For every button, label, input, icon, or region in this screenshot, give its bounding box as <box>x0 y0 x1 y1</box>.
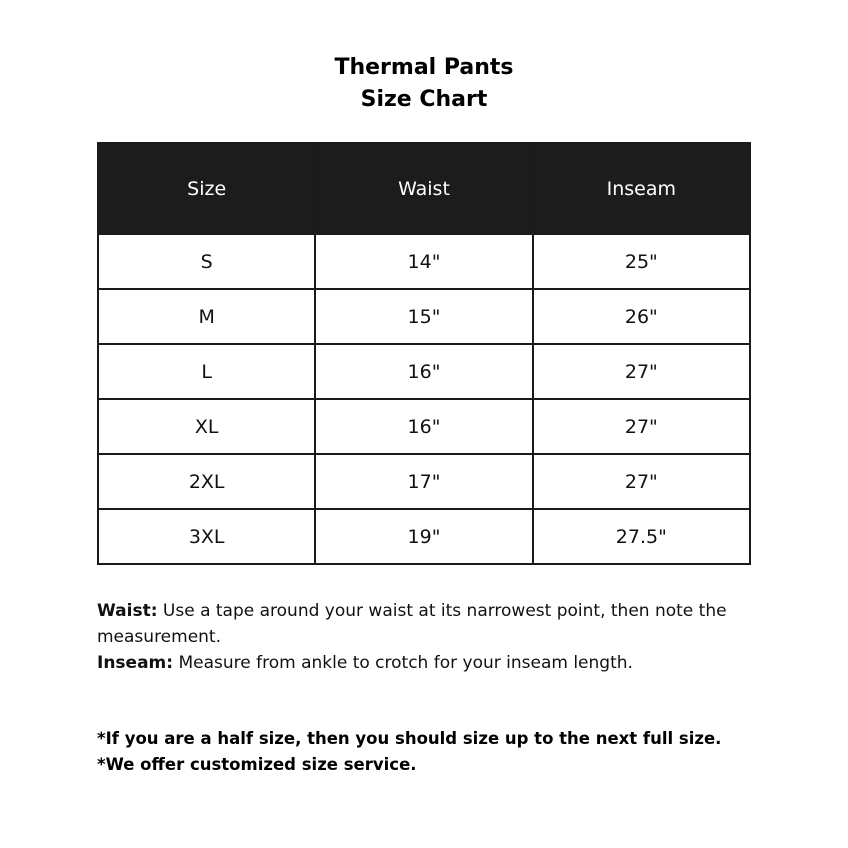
inseam-cell: 27" <box>533 344 750 399</box>
measurement-notes <box>97 598 757 676</box>
table-row <box>98 454 750 509</box>
inseam-cell: 26" <box>533 289 750 344</box>
table-row <box>98 344 750 399</box>
page-subtitle: Size Chart <box>360 87 488 112</box>
half-size-footnote: *If you are a half size, then you should size up to the next full size. <box>97 729 722 748</box>
table-row <box>98 289 750 344</box>
waist-note <box>97 598 757 650</box>
footnotes <box>97 726 777 778</box>
table-row <box>98 399 750 454</box>
column-header-waist: Waist <box>315 143 532 234</box>
table-row <box>98 509 750 564</box>
waist-cell: 17" <box>315 454 532 509</box>
waist-cell: 19" <box>315 509 532 564</box>
table-header-row <box>98 143 750 234</box>
inseam-cell: 25" <box>533 234 750 289</box>
size-chart-table <box>97 142 751 565</box>
waist-note-label: Waist: <box>97 601 158 621</box>
size-cell: XL <box>98 399 315 454</box>
size-cell: 2XL <box>98 454 315 509</box>
inseam-note-text: Measure from ankle to crotch for your inseam length. <box>173 653 633 673</box>
size-cell: 3XL <box>98 509 315 564</box>
size-cell: L <box>98 344 315 399</box>
column-header-size: Size <box>98 143 315 234</box>
inseam-cell: 27" <box>533 454 750 509</box>
inseam-cell: 27.5" <box>533 509 750 564</box>
custom-size-footnote: *We offer customized size service. <box>97 755 417 774</box>
waist-cell: 15" <box>315 289 532 344</box>
size-cell: S <box>98 234 315 289</box>
page-title: Thermal Pants <box>334 55 514 80</box>
column-header-inseam: Inseam <box>533 143 750 234</box>
table-row <box>98 234 750 289</box>
size-cell: M <box>98 289 315 344</box>
waist-cell: 16" <box>315 344 532 399</box>
waist-cell: 14" <box>315 234 532 289</box>
waist-note-text: Use a tape around your waist at its narrowest point, then note the measurement. <box>97 601 727 647</box>
inseam-note <box>97 650 757 676</box>
inseam-cell: 27" <box>533 399 750 454</box>
inseam-note-label: Inseam: <box>97 653 174 673</box>
waist-cell: 16" <box>315 399 532 454</box>
